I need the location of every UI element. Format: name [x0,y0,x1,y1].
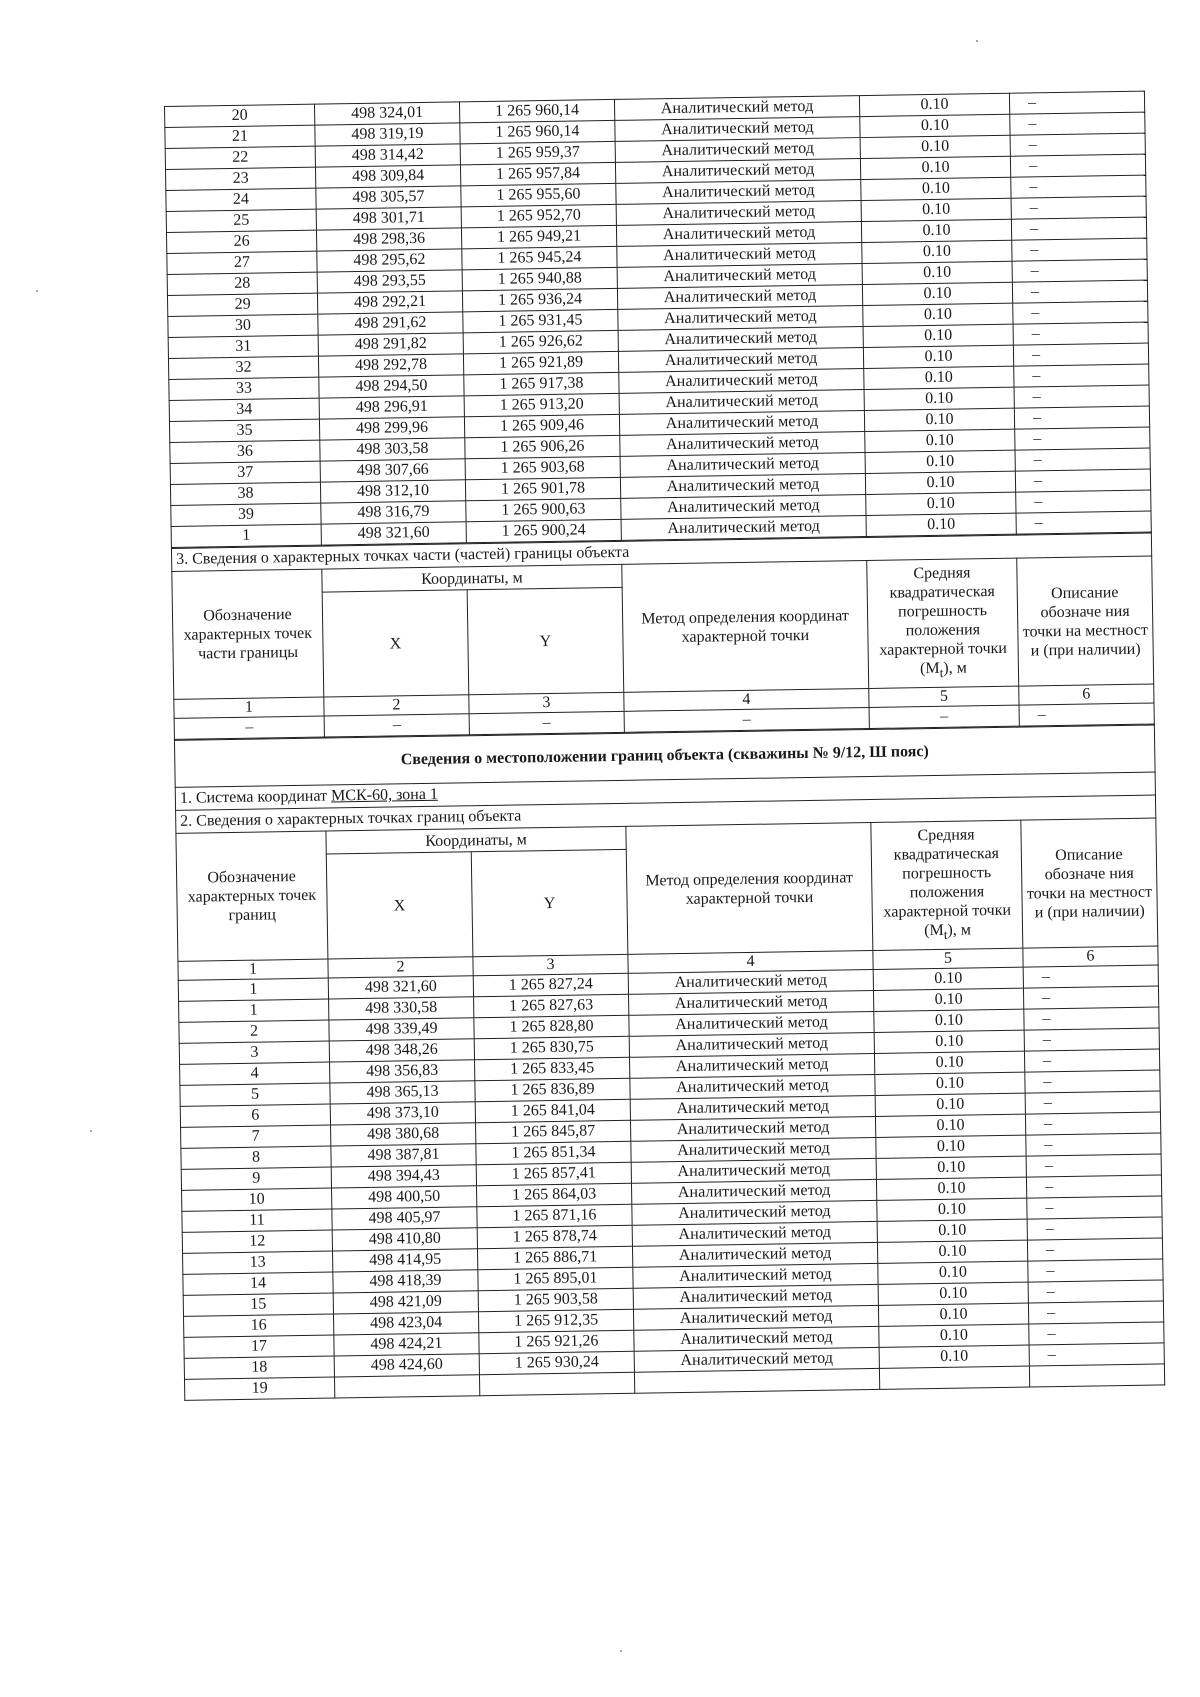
x-header: X [322,590,469,697]
y-value-cell: 1 265 903,68 [465,456,620,479]
y-value-cell: 1 265 851,34 [476,1141,631,1164]
method-cell: Аналитический метод [633,1263,878,1288]
method-cell: Аналитический метод [614,96,859,121]
well-boundary-section [174,725,1165,1401]
error-value-cell: 0.10 [865,471,1015,494]
point-id-cell: 1 [171,524,321,547]
x-value-cell: 498 303,58 [320,438,465,461]
x-value-cell: 498 348,26 [329,1039,474,1062]
error-value-cell: 0.10 [877,1219,1027,1242]
error-value-cell: 0.10 [876,1156,1026,1179]
point-id-cell: 4 [180,1062,330,1085]
method-cell: Аналитический метод [620,474,865,499]
description-cell: – [1028,1259,1163,1282]
y-value-cell: 1 265 836,89 [475,1078,630,1101]
boundary-points-table-continued [164,91,1152,548]
x-value-cell: 498 423,04 [333,1312,478,1335]
point-id-cell: 18 [184,1356,334,1379]
point-id-cell: 28 [167,272,317,295]
x-value-cell: 498 424,60 [334,1354,479,1377]
y-value-cell: 1 265 871,16 [477,1204,632,1227]
y-value-cell: 1 265 906,26 [465,435,620,458]
method-cell: Аналитический метод [621,516,866,541]
point-id-cell: 16 [184,1314,334,1337]
y-value-cell: 1 265 921,26 [479,1330,634,1353]
description-cell: – [1028,1280,1163,1303]
column-number: 5 [869,686,1019,707]
y-value-cell: 1 265 878,74 [477,1225,632,1248]
description-cell: – [1028,1301,1163,1324]
method-cell: Аналитический метод [634,1326,879,1351]
column-number: 6 [1019,684,1154,705]
description-cell: – [1023,986,1158,1009]
x-value-cell: 498 424,21 [334,1333,479,1356]
y-value-cell: 1 265 827,63 [474,994,629,1017]
description-cell: – [1013,343,1148,366]
x-value-cell: 498 309,84 [315,165,460,188]
description-cell: – [1014,406,1149,429]
error-value-cell: 0.10 [878,1303,1028,1326]
points-title: 2. Сведения о характерных точках границ объекта [176,795,1156,833]
point-id-cell: 11 [182,1209,332,1232]
error-value-cell: 0.10 [877,1198,1027,1221]
point-id-cell: 29 [167,293,317,316]
description-cell: – [1025,1070,1160,1093]
y-value-cell: 1 265 930,24 [479,1351,634,1374]
y-value-cell: 1 265 921,89 [463,351,618,374]
method-cell: Аналитический метод [619,369,864,394]
x-value-cell: 498 410,80 [332,1228,477,1251]
error-value-cell: 0.10 [862,240,1012,263]
error-value-cell: 0.10 [865,429,1015,452]
description-cell: – [1025,1091,1160,1114]
description-cell: – [1009,91,1144,114]
method-cell: Аналитический метод [617,264,862,289]
description-cell: – [1015,469,1150,492]
point-id-cell: 6 [180,1104,330,1127]
column-number: 5 [873,948,1023,969]
column-number: 1 [174,697,324,718]
error-value-cell: – [869,705,1019,728]
point-id-cell: 39 [171,503,321,526]
method-cell: Аналитический метод [629,1053,874,1078]
scan-speck [36,290,38,292]
point-id-cell: 9 [181,1167,331,1190]
error-value-cell: 0.10 [862,282,1012,305]
description-cell: – [1015,448,1150,471]
description-cell: – [1011,217,1146,240]
point-id-cell: 13 [183,1251,333,1274]
y-value-cell: 1 265 917,38 [464,372,619,395]
y-value-cell: 1 265 912,35 [478,1309,633,1332]
point-id-cell: 33 [169,377,319,400]
y-value-cell: 1 265 960,14 [460,120,615,143]
point-id-cell: 30 [168,314,318,337]
error-value-cell: 0.10 [861,198,1011,221]
description-cell: – [1029,1322,1164,1345]
method-header: Метод определения координат характерной точки [626,822,873,954]
error-value-cell: 0.10 [877,1240,1027,1263]
description-cell: – [1016,490,1151,513]
method-cell: Аналитический метод [631,1179,876,1204]
y-value-cell: 1 265 886,71 [477,1246,632,1269]
x-value-cell: 498 365,13 [330,1081,475,1104]
coords-header: Координаты, м [322,564,622,592]
column-number: 4 [624,689,869,712]
point-id-cell: 38 [170,482,320,505]
point-id-cell: 23 [165,167,315,190]
y-value-cell: 1 265 841,04 [475,1099,630,1122]
x-value-cell: 498 387,81 [331,1144,476,1167]
error-value-cell: 0.10 [862,261,1012,284]
error-value-cell: 0.10 [861,219,1011,242]
error-value-cell: 0.10 [864,366,1014,389]
description-cell: – [1024,1028,1159,1051]
x-value-cell: 498 293,55 [317,270,462,293]
description-cell: – [1027,1238,1162,1261]
method-cell: Аналитический метод [630,1074,875,1099]
error-value-cell: 0.10 [879,1345,1029,1368]
column-number: 1 [178,959,328,980]
point-id-cell: 12 [182,1230,332,1253]
description-cell [1029,1364,1164,1387]
method-cell: Аналитический метод [619,411,864,436]
error-value-cell: 0.10 [876,1177,1026,1200]
y-value-cell: 1 265 949,21 [461,225,616,248]
method-cell: Аналитический метод [620,432,865,457]
error-value-cell: 0.10 [873,988,1023,1011]
error-value-cell [879,1366,1029,1389]
method-cell: Аналитический метод [632,1242,877,1267]
x-value-cell: 498 298,36 [316,228,461,251]
x-value-cell: 498 291,82 [318,333,463,356]
x-value-cell: 498 299,96 [319,417,464,440]
crs-line: 1. Система координат МСК-60, зона 1 [175,772,1155,810]
error-header: Средняя квадратическая погрешность положения характерной точки $(M_t)$, м [867,558,1019,688]
well-section-heading: Сведения о местоположении границ объекта (скважины № 9/12, Ш пояс) [174,725,1155,787]
error-value-cell: 0.10 [873,967,1023,990]
y-header: Y [471,849,628,956]
x-value-cell: 498 330,58 [329,997,474,1020]
method-cell: Аналитический метод [619,390,864,415]
error-value-cell: 0.10 [874,1009,1024,1032]
column-number: 6 [1023,946,1158,967]
y-value-cell: 1 265 959,37 [460,141,615,164]
method-cell: Аналитический метод [621,495,866,520]
x-value-cell: 498 324,01 [314,102,459,125]
x-value-cell: 498 314,42 [315,144,460,167]
y-value-cell: 1 265 830,75 [474,1036,629,1059]
method-cell: Аналитический метод [618,306,863,331]
y-value-cell: – [469,711,624,734]
method-cell: Аналитический метод [632,1200,877,1225]
error-value-cell: 0.10 [866,513,1016,536]
y-value-cell: 1 265 903,58 [478,1288,633,1311]
crs-value: МСК-60, зона 1 [330,785,439,805]
x-value-cell: 498 307,66 [320,459,465,482]
column-number: 3 [469,692,624,713]
error-value-cell: 0.10 [875,1093,1025,1116]
y-value-cell: 1 265 913,20 [464,393,619,416]
x-value-cell: 498 291,62 [318,312,463,335]
error-header: Средняя квадратическая погрешность положения характерной точки $(M_t)$, м [871,820,1023,950]
x-value-cell: 498 319,19 [315,123,460,146]
x-value-cell: 498 296,91 [319,396,464,419]
column-number: 2 [324,695,469,716]
point-id-cell: 2 [179,1020,329,1043]
y-value-cell: 1 265 857,41 [476,1162,631,1185]
error-value-cell: 0.10 [874,1051,1024,1074]
method-cell: Аналитический метод [616,201,861,226]
method-cell: Аналитический метод [615,138,860,163]
error-value-cell: 0.10 [863,303,1013,326]
error-value-cell: 0.10 [860,135,1010,158]
point-id-cell: 31 [168,335,318,358]
x-value-cell: 498 295,62 [317,249,462,272]
x-value-cell: 498 373,10 [330,1102,475,1125]
column-number: 2 [328,957,473,978]
method-cell: Аналитический метод [629,1032,874,1057]
y-value-cell: 1 265 895,01 [478,1267,633,1290]
x-value-cell: – [324,714,469,737]
description-cell: – [1011,175,1146,198]
method-cell: Аналитический метод [631,1137,876,1162]
point-id-cell: 19 [185,1377,335,1400]
error-value-cell: 0.10 [860,114,1010,137]
x-value-cell: 498 400,50 [332,1186,477,1209]
description-cell: – [1016,511,1151,534]
method-cell: Аналитический метод [615,159,860,184]
point-id-cell: 15 [183,1293,333,1316]
error-value-cell: 0.10 [864,408,1014,431]
x-value-cell: 498 301,71 [316,207,461,230]
method-cell: Аналитический метод [620,453,865,478]
method-cell: Аналитический метод [616,222,861,247]
description-cell: – [1013,322,1148,345]
point-id-cell: 22 [165,146,315,169]
description-cell: – [1011,196,1146,219]
x-value-cell: 498 292,21 [317,291,462,314]
method-cell: Аналитический метод [633,1305,878,1330]
description-cell: – [1012,238,1147,261]
x-value-cell: 498 356,83 [330,1060,475,1083]
y-value-cell: 1 265 952,70 [461,204,616,227]
point-id-cell: 5 [180,1083,330,1106]
error-value-cell: 0.10 [879,1324,1029,1347]
point-id-cell: 37 [170,461,320,484]
y-value-cell [479,1372,634,1395]
y-value-cell: 1 265 833,45 [475,1057,630,1080]
x-header: X [326,852,473,959]
y-value-cell: 1 265 827,24 [473,973,628,996]
y-value-cell: 1 265 960,14 [459,99,614,122]
method-cell [634,1368,879,1393]
description-cell: – [1010,112,1145,135]
description-cell: – [1010,154,1145,177]
description-cell: – [1023,965,1158,988]
error-value-cell: 0.10 [865,450,1015,473]
description-cell: – [1012,259,1147,282]
method-cell: – [624,708,869,733]
point-id-cell: – [174,716,324,739]
x-value-cell: 498 316,79 [321,501,466,524]
point-id-cell: 8 [181,1146,331,1169]
method-cell: Аналитический метод [631,1158,876,1183]
error-value-cell: 0.10 [860,156,1010,179]
point-id-cell: 14 [183,1272,333,1295]
x-value-cell: 498 321,60 [328,976,473,999]
point-id-cell: 21 [165,125,315,148]
point-id-cell: 24 [166,188,316,211]
method-cell: Аналитический метод [618,348,863,373]
description-cell: – [1015,427,1150,450]
boundary-points-body [165,91,1152,547]
description-cell: – [1019,703,1154,726]
method-cell: Аналитический метод [628,969,873,994]
method-cell: Аналитический метод [632,1221,877,1246]
method-cell: Аналитический метод [618,327,863,352]
method-cell: Аналитический метод [630,1095,875,1120]
error-value-cell: 0.10 [861,177,1011,200]
x-value-cell: 498 414,95 [333,1249,478,1272]
description-cell: – [1027,1196,1162,1219]
error-value-cell: 0.10 [874,1030,1024,1053]
y-header: Y [467,587,624,694]
y-value-cell: 1 265 940,88 [462,267,617,290]
point-id-cell: 1 [178,978,328,1001]
description-cell: – [1010,133,1145,156]
x-value-cell: 498 405,97 [332,1207,477,1230]
method-cell: Аналитический метод [634,1347,879,1372]
error-value-cell: 0.10 [875,1114,1025,1137]
description-cell: – [1012,280,1147,303]
point-id-cell: 10 [182,1188,332,1211]
point-id-cell: 27 [167,251,317,274]
description-cell: – [1029,1343,1164,1366]
description-cell: – [1025,1112,1160,1135]
description-header: Описание обозначе ния точки на местност и (при наличии) [1017,556,1154,686]
y-value-cell: 1 265 936,24 [462,288,617,311]
well-section-rows [178,965,1164,1400]
error-value-cell: 0.10 [859,93,1009,116]
error-value-cell: 0.10 [878,1282,1028,1305]
scan-speck [90,1130,92,1132]
x-value-cell: 498 305,57 [316,186,461,209]
method-cell: Аналитический метод [617,243,862,268]
section3-title: 3. Сведения о характерных точках части (частей) границы объекта [171,533,1151,571]
error-value-cell: 0.10 [878,1261,1028,1284]
designation-header: Обозначение характерных точек части границы [172,569,324,699]
method-cell: Аналитический метод [615,117,860,142]
y-value-cell: 1 265 955,60 [461,183,616,206]
error-value-cell: 0.10 [876,1135,1026,1158]
description-cell: – [1024,1049,1159,1072]
description-cell: – [1026,1154,1161,1177]
point-id-cell: 32 [168,356,318,379]
scan-speck [620,1650,622,1652]
designation-header: Обозначение характерных точек границ [176,831,328,961]
method-header: Метод определения координат характерной точки [622,561,869,693]
method-cell: Аналитический метод [616,180,861,205]
error-value-cell: 0.10 [866,492,1016,515]
x-value-cell: 498 380,68 [331,1123,476,1146]
error-value-cell: 0.10 [875,1072,1025,1095]
error-value-cell: 0.10 [864,387,1014,410]
x-value-cell: 498 339,49 [329,1018,474,1041]
y-value-cell: 1 265 845,87 [476,1120,631,1143]
description-cell: – [1027,1217,1162,1240]
x-value-cell [334,1375,479,1398]
method-cell: Аналитический метод [629,1011,874,1036]
error-value-cell: 0.10 [863,324,1013,347]
x-value-cell: 498 394,43 [331,1165,476,1188]
point-id-cell: 17 [184,1335,334,1358]
y-value-cell: 1 265 828,80 [474,1015,629,1038]
y-value-cell: 1 265 900,24 [466,519,621,542]
y-value-cell: 1 265 931,45 [463,309,618,332]
point-id-cell: 34 [169,398,319,421]
y-value-cell: 1 265 901,78 [465,477,620,500]
column-number: 4 [628,950,873,973]
x-value-cell: 498 418,39 [333,1270,478,1293]
y-value-cell: 1 265 957,84 [460,162,615,185]
column-number: 3 [473,954,628,975]
x-value-cell: 498 292,78 [318,354,463,377]
point-id-cell: 26 [166,230,316,253]
point-id-cell: 20 [165,104,315,127]
point-id-cell: 7 [181,1125,331,1148]
x-value-cell: 498 294,50 [319,375,464,398]
description-cell: – [1026,1133,1161,1156]
y-value-cell: 1 265 900,63 [466,498,621,521]
coords-header: Координаты, м [326,826,626,854]
y-value-cell: 1 265 926,62 [463,330,618,353]
description-cell: – [1014,364,1149,387]
part-boundary-section [171,533,1155,740]
y-value-cell: 1 265 864,03 [476,1183,631,1206]
method-cell: Аналитический метод [629,990,874,1015]
scan-speck [976,40,978,42]
y-value-cell: 1 265 909,46 [464,414,619,437]
error-value-cell: 0.10 [863,345,1013,368]
description-cell: – [1013,301,1148,324]
method-cell: Аналитический метод [617,285,862,310]
point-id-cell: 36 [170,440,320,463]
point-id-cell: 25 [166,209,316,232]
y-value-cell: 1 265 945,24 [462,246,617,269]
description-cell: – [1026,1175,1161,1198]
document-sheet [164,91,1164,1401]
x-value-cell: 498 312,10 [320,480,465,503]
description-cell: – [1014,385,1149,408]
description-header: Описание обозначе ния точки на местност и (при наличии) [1021,818,1158,948]
point-id-cell: 3 [179,1041,329,1064]
method-cell: Аналитический метод [633,1284,878,1309]
x-value-cell: 498 421,09 [333,1291,478,1314]
x-value-cell: 498 321,60 [321,522,466,545]
description-cell: – [1024,1007,1159,1030]
point-id-cell: 1 [179,999,329,1022]
point-id-cell: 35 [169,419,319,442]
method-cell: Аналитический метод [630,1116,875,1141]
